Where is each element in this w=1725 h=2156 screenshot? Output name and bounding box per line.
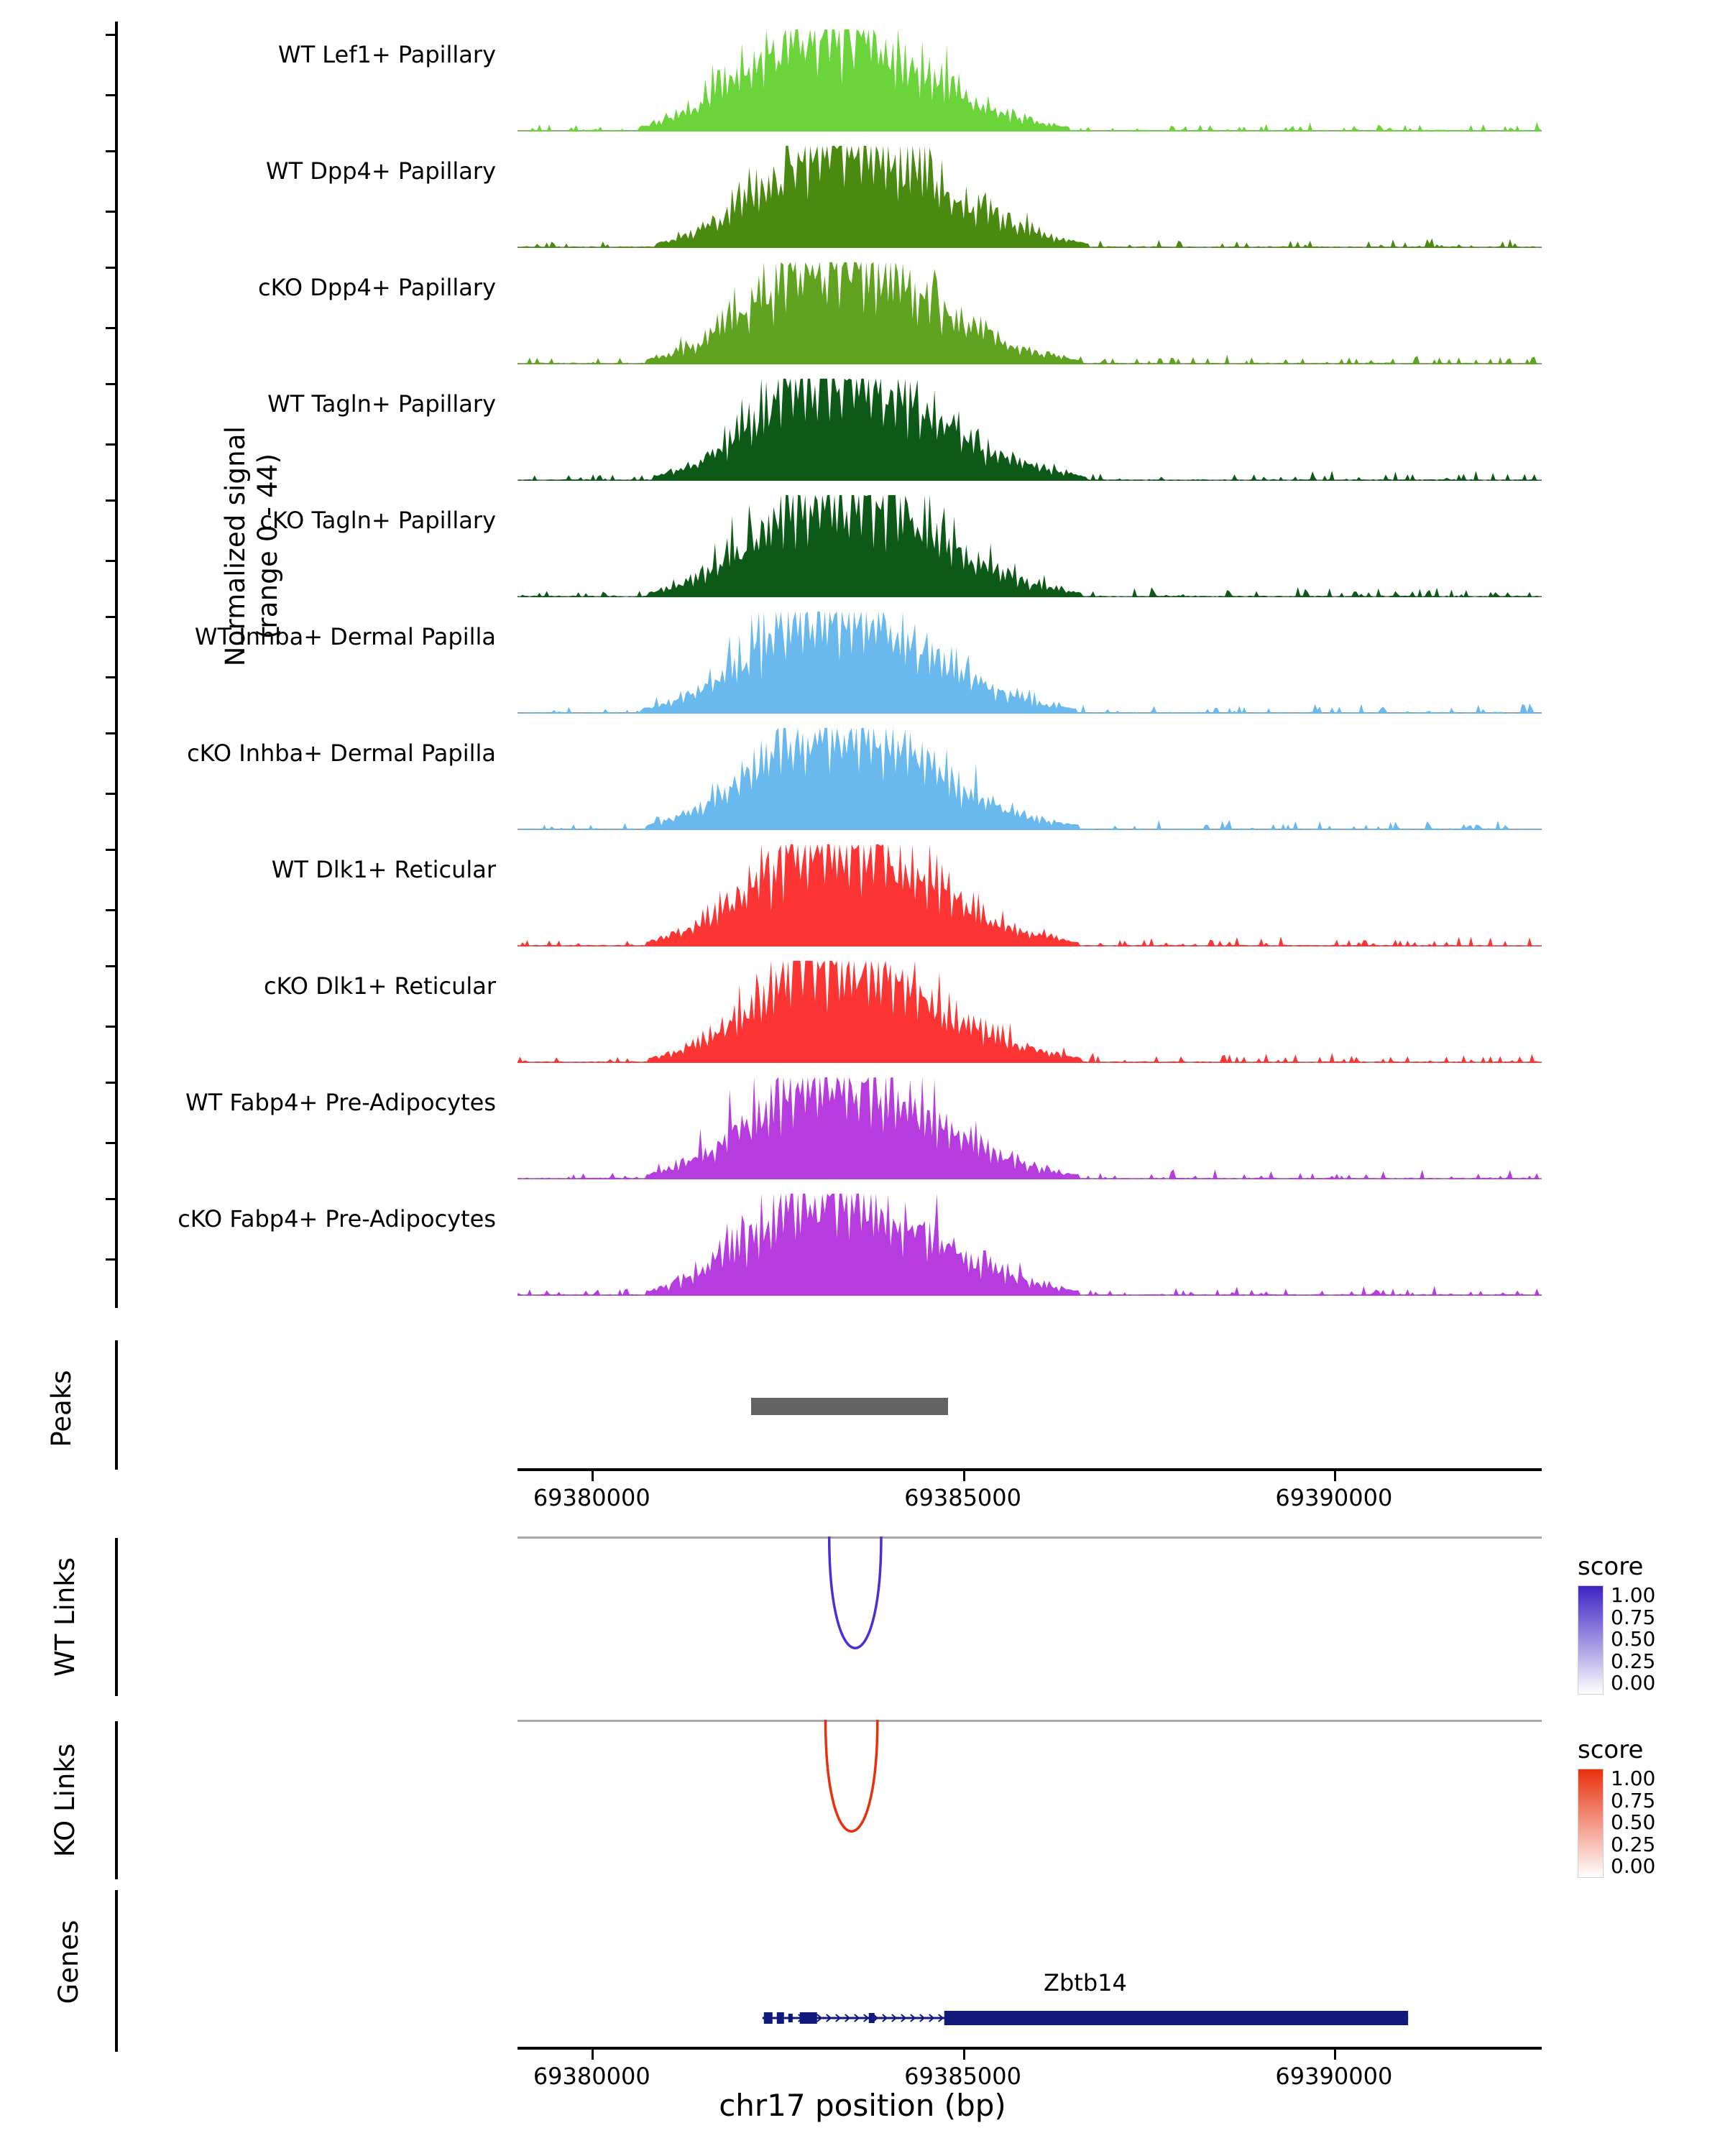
coverage-track <box>518 957 1542 1063</box>
y-axis-tick <box>106 267 118 269</box>
y-axis-label-line2: (range 0 - 44) <box>252 453 283 640</box>
coverage-track <box>518 607 1542 714</box>
track-signal <box>518 25 1542 132</box>
wt-links-arcs <box>518 1531 1542 1703</box>
legend-tick: 0.75 <box>1611 1605 1656 1629</box>
track-label: WT Tagln+ Papillary <box>267 390 496 418</box>
track-signal <box>518 840 1542 946</box>
y-axis-tick <box>106 909 118 911</box>
legend-tick: 0.50 <box>1611 1627 1656 1651</box>
y-axis-tick <box>106 443 118 446</box>
y-axis-tick <box>106 150 118 152</box>
y-axis-tick <box>106 965 118 967</box>
peaks-axis-label: Peaks <box>45 1370 77 1447</box>
y-axis-tick <box>106 1026 118 1028</box>
x-axis-tick-label: 69390000 <box>1275 2063 1393 2090</box>
track-signal <box>518 1189 1542 1296</box>
track-label: cKO Dpp4+ Papillary <box>258 274 496 301</box>
x-axis-title: chr17 position (bp) <box>719 2088 1006 2123</box>
ko-links-axis-label: KO Links <box>49 1743 80 1858</box>
y-axis-tick <box>106 849 118 851</box>
peak-feature <box>751 1398 948 1415</box>
track-label: cKO Fabp4+ Pre-Adipocytes <box>178 1205 496 1233</box>
x-axis-tick-label: 69380000 <box>533 1484 650 1511</box>
y-axis-tick <box>106 383 118 385</box>
track-signal <box>518 142 1542 248</box>
link-arc <box>829 1537 881 1648</box>
x-axis-tick-label: 69390000 <box>1275 1484 1393 1511</box>
y-axis-tick <box>106 793 118 795</box>
legend-tick: 0.00 <box>1611 1671 1656 1695</box>
track-label: WT Dpp4+ Papillary <box>265 157 496 185</box>
legend-tick: 1.00 <box>1611 1583 1656 1607</box>
coverage-track <box>518 491 1542 597</box>
y-axis-tick <box>106 732 118 734</box>
legend-tick: 0.75 <box>1611 1788 1656 1812</box>
legend-tick: 0.00 <box>1611 1854 1656 1878</box>
track-label: cKO Inhba+ Dermal Papilla <box>187 740 496 767</box>
coverage-track <box>518 724 1542 830</box>
x-axis-line <box>518 2047 1542 2050</box>
track-signal <box>518 607 1542 714</box>
track-signal <box>518 1073 1542 1179</box>
ko-links-legend-title: score <box>1578 1736 1644 1764</box>
y-axis-tick <box>106 327 118 329</box>
coverage-track <box>518 1189 1542 1296</box>
track-signal <box>518 724 1542 830</box>
gene-exon <box>764 2012 773 2024</box>
genes-axis-spine <box>115 1890 118 2052</box>
gene-model <box>518 2004 1542 2032</box>
peaks-panel <box>0 1333 1725 1511</box>
ko-links-arcs <box>518 1714 1542 1886</box>
x-axis-tick-label: 69385000 <box>904 2063 1021 2090</box>
track-signal <box>518 374 1542 481</box>
x-axis-tick <box>963 1471 965 1481</box>
y-axis-tick <box>106 1142 118 1144</box>
coverage-track <box>518 1073 1542 1179</box>
genes-axis-label: Genes <box>52 1920 84 2004</box>
wt-links-legend-ticks <box>1611 1585 1655 1693</box>
genes-panel <box>0 1883 1725 2120</box>
wt-links-axis-spine <box>115 1538 118 1696</box>
track-signal <box>518 491 1542 597</box>
y-axis-tick <box>106 1082 118 1084</box>
track-label: WT Dlk1+ Reticular <box>271 856 496 883</box>
y-axis-tick <box>106 676 118 678</box>
y-axis-tick <box>106 616 118 618</box>
track-label: WT Inhba+ Dermal Papilla <box>194 623 496 650</box>
x-axis-tick <box>592 1471 594 1481</box>
wt-links-legend-title: score <box>1578 1552 1644 1581</box>
coverage-track <box>518 142 1542 248</box>
gene-exon <box>944 2011 1408 2025</box>
x-axis-tick-label: 69380000 <box>533 2063 650 2090</box>
x-axis-tick <box>1334 1471 1336 1481</box>
track-label: cKO Tagln+ Papillary <box>259 507 496 534</box>
y-axis-tick <box>106 499 118 502</box>
track-label: WT Lef1+ Papillary <box>277 41 496 68</box>
ko-links-panel <box>0 1714 1725 1886</box>
legend-tick: 0.25 <box>1611 1832 1656 1856</box>
coverage-track <box>518 25 1542 132</box>
x-axis-line <box>518 1468 1542 1471</box>
coverage-track <box>518 258 1542 364</box>
ko-links-legend-colorbar <box>1578 1769 1604 1878</box>
legend-tick: 0.50 <box>1611 1810 1656 1834</box>
x-axis-tick <box>1334 2050 1336 2060</box>
track-label: cKO Dlk1+ Reticular <box>263 972 496 1000</box>
ko-links-legend-ticks <box>1611 1766 1656 1878</box>
y-axis-tick <box>106 94 118 96</box>
x-axis-tick <box>963 2050 965 2060</box>
y-axis-tick <box>106 211 118 213</box>
y-axis-tick <box>106 1258 118 1261</box>
peaks-axis-spine <box>115 1340 118 1470</box>
coverage-axis-spine <box>115 22 118 1308</box>
y-axis-label-line1: Normalized signal <box>219 425 251 667</box>
wt-links-legend-colorbar <box>1578 1585 1604 1695</box>
wt-links-panel <box>0 1531 1725 1703</box>
track-signal <box>518 957 1542 1063</box>
y-axis-tick <box>106 560 118 562</box>
x-axis-tick-label: 69385000 <box>904 1484 1021 1511</box>
wt-links-legend <box>1578 1552 1725 1695</box>
wt-links-axis-label: WT Links <box>49 1557 80 1677</box>
coverage-track <box>518 374 1542 481</box>
legend-tick: 1.00 <box>1611 1766 1656 1790</box>
track-label: WT Fabp4+ Pre-Adipocytes <box>185 1089 496 1116</box>
track-signal <box>518 258 1542 364</box>
x-axis-tick <box>592 2050 594 2060</box>
coverage-track <box>518 840 1542 946</box>
y-axis-tick <box>106 34 118 36</box>
link-arc <box>826 1720 878 1831</box>
gene-label: Zbtb14 <box>1044 1969 1127 1996</box>
ko-links-axis-spine <box>115 1721 118 1879</box>
y-axis-tick <box>106 1198 118 1200</box>
ko-links-legend <box>1578 1736 1725 1878</box>
legend-tick: 0.25 <box>1611 1649 1656 1673</box>
